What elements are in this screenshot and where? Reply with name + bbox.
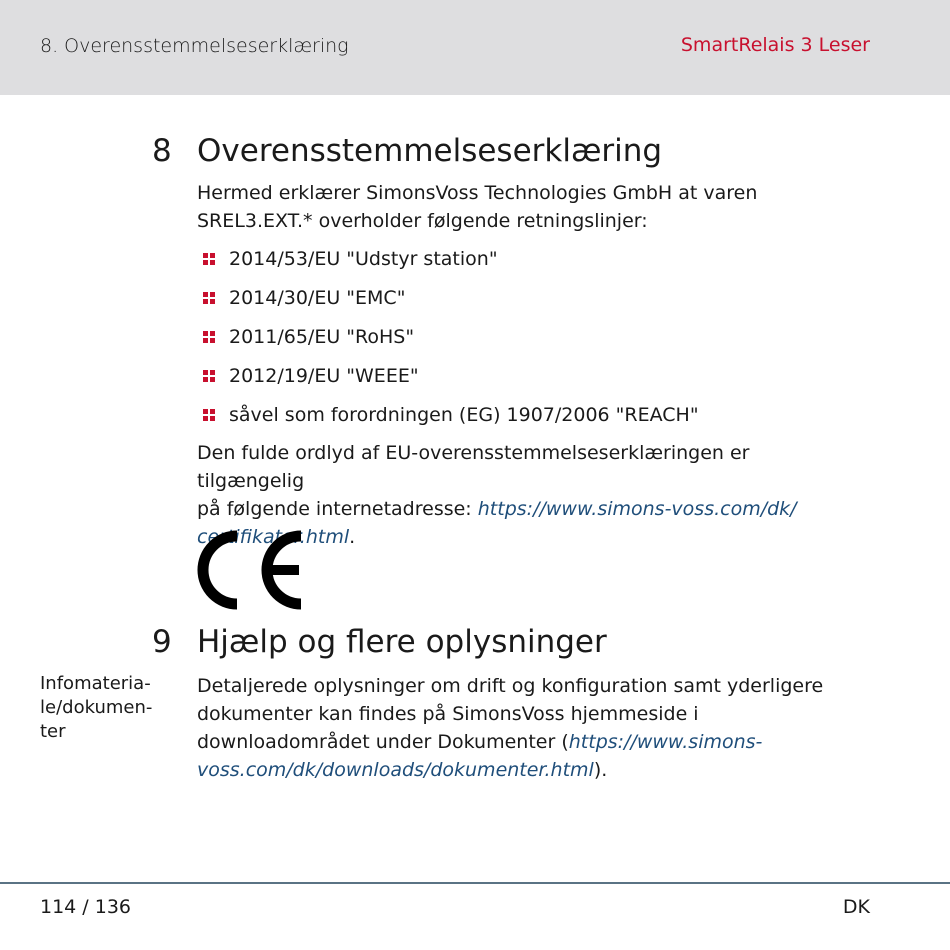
section-9-number: 9 (152, 624, 172, 660)
section-9-body (197, 672, 857, 784)
fulltext-line-2 (197, 495, 857, 523)
section-9-title: Hjælp og flere oplysninger (197, 624, 607, 660)
margin-note (40, 672, 170, 744)
list-item (197, 401, 699, 440)
fulltext-suffix: . (349, 526, 356, 548)
list-item (197, 245, 699, 284)
list-item-text: 2014/30/EU "EMC" (229, 287, 406, 309)
certificates-link-cont[interactable]: certifikater.html (197, 526, 350, 548)
list-item-text: 2012/19/EU "WEEE" (229, 365, 419, 387)
footer-divider (0, 882, 950, 884)
list-item-text: såvel som forordningen (EG) 1907/2006 "REACH" (229, 404, 699, 426)
downloads-link[interactable]: https://www.simons- (568, 731, 763, 753)
body-line-4-suffix: ). (593, 759, 608, 781)
intro-line-1: Hermed erklærer SimonsVoss Technologies GmbH at varen (197, 182, 758, 204)
certificates-link[interactable]: https://www.simons-voss.com/dk/ (477, 498, 797, 520)
square-bullet-icon (203, 292, 215, 304)
square-bullet-icon (203, 370, 215, 382)
list-item (197, 362, 699, 401)
downloads-link-cont[interactable]: voss.com/dk/downloads/dokumenter.html (197, 759, 594, 781)
margin-note-line-2: le/dokumen- (40, 697, 153, 718)
margin-note-line-3: ter (40, 721, 66, 742)
ce-mark-icon (197, 530, 309, 610)
page-number: 114 / 136 (40, 896, 132, 918)
body-line-3-prefix: downloadområdet under Dokumenter ( (197, 731, 569, 753)
section-8-title: Overensstemmelseserklæring (197, 133, 663, 169)
list-item-text: 2011/65/EU "RoHS" (229, 326, 415, 348)
page-header (0, 0, 950, 95)
header-product: SmartRelais 3 Leser (680, 34, 870, 56)
square-bullet-icon (203, 409, 215, 421)
directive-list (197, 245, 699, 440)
header-chapter: 8. Overensstemmelseserklæring (40, 35, 349, 57)
body-line-3 (197, 728, 857, 756)
body-line-1: Detaljerede oplysninger om drift og konfiguration samt yderligere (197, 675, 824, 697)
fulltext-line-1: Den fulde ordlyd af EU-overensstemmelseserklæringen er tilgængelig (197, 442, 750, 492)
list-item (197, 284, 699, 323)
list-item (197, 323, 699, 362)
section-8-intro (197, 179, 857, 235)
margin-note-line-1: Infomateria- (40, 673, 151, 694)
language-code: DK (842, 896, 870, 918)
square-bullet-icon (203, 331, 215, 343)
fulltext-prefix: på følgende internetadresse: (197, 498, 478, 520)
section-8-number: 8 (152, 133, 172, 169)
list-item-text: 2014/53/EU "Udstyr station" (229, 248, 498, 270)
body-line-2: dokumenter kan findes på SimonsVoss hjemmeside i (197, 703, 699, 725)
intro-line-2: SREL3.EXT.* overholder følgende retningslinjer: (197, 210, 648, 232)
body-line-4 (197, 756, 857, 784)
square-bullet-icon (203, 253, 215, 265)
